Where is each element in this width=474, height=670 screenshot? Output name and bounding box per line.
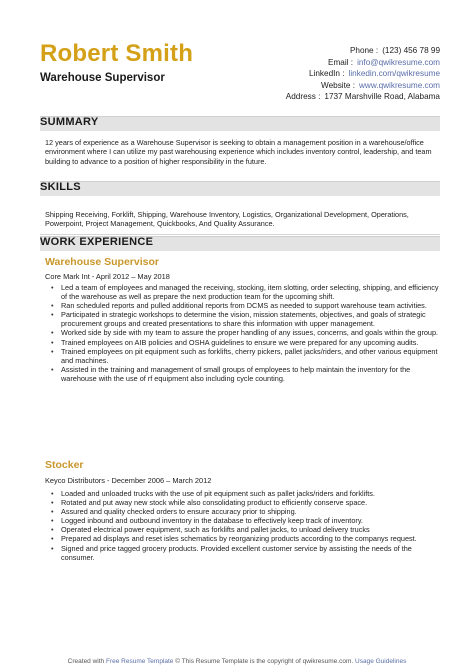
contact-label: Phone :	[349, 46, 379, 55]
contact-value: (123) 456 78 99	[382, 46, 440, 55]
experience-heading: WORK EXPERIENCE	[40, 236, 154, 248]
list-item: • Prepared ad displays and reset isles schematics by reorganizing products according to the companys request.	[51, 534, 439, 543]
list-item: • Assured and quality checked orders to ensure accuracy prior to shipping.	[51, 507, 439, 516]
summary-heading: SUMMARY	[40, 116, 99, 128]
job-company-dates: Core Mark Int - April 2012 – May 2018	[45, 272, 170, 281]
contact-address	[240, 91, 440, 103]
summary-text: 12 years of experience as a Warehouse Supervisor is seeking to obtain a management position in a warehouse/office environment where I can utilize my past warehousing experience which includes inventory control, leadership, and team building to advance to a position of higher responsibility in the future.	[45, 138, 432, 166]
contact-block	[240, 45, 440, 103]
skills-heading: SKILLS	[40, 181, 81, 193]
list-item: • Trained employees on AIB policies and OSHA guidelines to ensure we were prepared for any upcoming audits.	[51, 338, 439, 347]
list-item: • Trained employees on pit equipment such as forklifts, cherry pickers, pallet jacks/riders, and other various equipment and machines.	[51, 347, 439, 365]
list-item: • Signed and price tagged grocery products. Provided excellent customer service by assisting the needs of the consumer.	[51, 544, 439, 562]
linkedin-link[interactable]: linkedin.com/qwikresume	[348, 69, 440, 79]
list-item: • Assisted in the training and management of small groups of employees to help maintain the inventory for the warehouse with the use of rf equipment also including cycle counting.	[51, 365, 439, 383]
contact-label: Address :	[285, 92, 321, 102]
job-bullets	[51, 283, 439, 383]
contact-website[interactable]	[240, 80, 440, 92]
list-item: • Led a team of employees and managed the receiving, stocking, item slotting, order selecting, shipping, and efficiency of the warehouse as well as prepare the next production team for the upcoming shift.	[51, 283, 439, 301]
skills-text: Shipping Receiving, Forklift, Shipping, Warehouse Inventory, Logistics, Organizational Development, Operations, Powerpoint, Project Management, Quickbooks, And Quality Assurance.	[45, 210, 409, 229]
contact-label: Email :	[328, 57, 354, 67]
divider	[40, 234, 440, 235]
list-item: • Logged inbound and outbound inventory in the database to effectively keep track of inventory.	[51, 516, 439, 525]
job-bullets	[51, 489, 439, 562]
website-link[interactable]: www.qwikresume.com	[359, 80, 440, 90]
contact-linkedin[interactable]	[240, 68, 440, 80]
list-item: • Ran scheduled reports and pulled additional reports from DCMS as needed to support warehouse team activities.	[51, 301, 439, 310]
email-link[interactable]: info@qwikresume.com	[357, 57, 440, 67]
summary-heading-bar	[40, 116, 440, 131]
list-item: • Loaded and unloaded trucks with the use of pit equipment such as pallet jacks/riders and forklifts.	[51, 489, 439, 498]
candidate-name: Robert Smith	[40, 40, 194, 67]
contact-label: Website :	[321, 80, 356, 90]
usage-guidelines-link[interactable]: Usage Guidelines	[355, 658, 407, 665]
candidate-title: Warehouse Supervisor	[40, 72, 165, 84]
footer-prefix: Created with	[67, 658, 105, 665]
list-item: • Operated electrical power equipment, such as forklifts and pallet jacks, to unload delivery trucks	[51, 525, 439, 534]
list-item: • Participated in strategic workshops to determine the vision, mission statements, objectives, and goals of strategic procurement groups and created presentations to share this information with upper management.	[51, 310, 439, 328]
job-title: Warehouse Supervisor	[45, 256, 159, 268]
footer	[0, 658, 474, 665]
contact-email[interactable]	[240, 57, 440, 69]
template-link[interactable]: Free Resume Template	[105, 658, 174, 665]
job-company-dates: Keyco Distributors - December 2006 – March 2012	[45, 476, 212, 485]
contact-label: LinkedIn :	[309, 69, 345, 79]
footer-copyright: © This Resume Template is the copyright of qwikresume.com.	[175, 658, 354, 665]
job-title: Stocker	[45, 459, 84, 471]
list-item: • Worked side by side with my team to assure the proper handling of any issues, concerns, and goals within the group.	[51, 328, 439, 337]
list-item: • Rotated and put away new stock while also consolidating product to efficiently conserve space.	[51, 498, 439, 507]
skills-heading-bar	[40, 181, 440, 196]
contact-phone	[240, 45, 440, 57]
contact-value: 1737 Marshville Road, Alabama	[324, 92, 440, 102]
